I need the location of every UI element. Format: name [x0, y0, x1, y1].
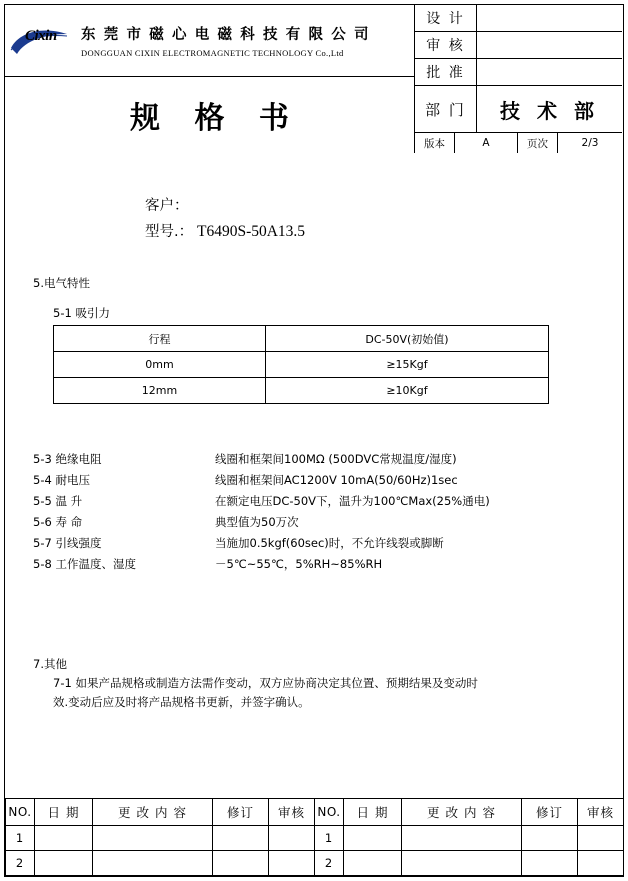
- pull-table-cell-force-12mm: ≥10Kgf: [266, 378, 549, 404]
- pull-table-header-stroke: 行程: [54, 326, 266, 352]
- rev-row2-check-right[interactable]: [578, 851, 624, 876]
- approval-label-approve: 批 准: [415, 59, 477, 85]
- table-row: [54, 378, 549, 404]
- logo-and-company-band: [5, 5, 414, 77]
- spec-key-lead-strength: 5-7 引线强度: [33, 536, 102, 550]
- table-row: [54, 352, 549, 378]
- rev-row2-no-right: 2: [315, 851, 344, 876]
- list-item: [33, 472, 593, 493]
- rev-row2-content-right[interactable]: [402, 851, 522, 876]
- rev-row1-date-left[interactable]: [35, 826, 93, 851]
- header-right-block: [415, 5, 622, 153]
- spec-value-insulation-resistance: 线圈和框架间100MΩ (500DVC常规温度/湿度): [215, 452, 457, 466]
- rev-row1-no-right: 1: [315, 826, 344, 851]
- table-row: [6, 851, 624, 876]
- rev-row1-content-right[interactable]: [402, 826, 522, 851]
- document-header: [5, 5, 623, 153]
- version-value: A: [455, 133, 518, 153]
- rev-header-content-right: 更 改 内 容: [402, 799, 522, 826]
- rev-header-fix-left: 修订: [213, 799, 269, 826]
- page-value: 2/3: [581, 137, 599, 149]
- pull-force-table: [53, 325, 549, 404]
- approval-row-approve: [415, 59, 622, 86]
- section-other-line-2: 效.变动后应及时将产品规格书更新，并签字确认。: [53, 695, 310, 709]
- spec-key-temperature-rise: 5-5 温 升: [33, 494, 83, 508]
- rev-row1-fix-right[interactable]: [522, 826, 578, 851]
- list-item: [33, 556, 593, 577]
- pull-table-cell-force-0mm: ≥15Kgf: [266, 352, 549, 378]
- electrical-spec-list: [33, 451, 593, 577]
- list-item: [33, 451, 593, 472]
- spec-value-life: 典型值为50万次: [215, 515, 299, 529]
- spec-value-temperature-rise: 在额定电压DC-50V下，温升为100℃Max(25%通电): [215, 494, 490, 508]
- company-logo: [5, 6, 75, 76]
- approval-label-review: 审 核: [415, 32, 477, 58]
- approval-value-review[interactable]: [477, 32, 622, 58]
- approval-value-design[interactable]: [477, 5, 622, 31]
- pull-table-header-voltage: DC-50V(初始值): [266, 326, 549, 352]
- revision-history-table: [5, 798, 624, 876]
- rev-row1-date-right[interactable]: [344, 826, 402, 851]
- approval-label-design: 设 计: [415, 5, 477, 31]
- rev-header-check-right: 审核: [578, 799, 624, 826]
- table-row: [6, 826, 624, 851]
- spec-value-lead-strength: 当施加0.5kgf(60sec)时，不允许线裂或脚断: [215, 536, 444, 550]
- rev-header-no-left: NO.: [6, 799, 35, 826]
- department-label: 部 门: [415, 86, 477, 132]
- page-label: 页次: [518, 133, 558, 153]
- page-title: 规 格 书: [130, 100, 301, 136]
- rev-row2-content-left[interactable]: [93, 851, 213, 876]
- spec-key-life: 5-6 寿 命: [33, 515, 83, 529]
- rev-header-fix-right: 修订: [522, 799, 578, 826]
- customer-label: 客户：: [145, 198, 189, 214]
- table-row-header: [54, 326, 549, 352]
- approval-row-review: [415, 32, 622, 59]
- model-value: T6490S-50A13.5: [196, 223, 306, 240]
- header-left-block: [5, 5, 415, 153]
- company-name-cn: 东 莞 市 磁 心 电 磁 科 技 有 限 公 司: [81, 27, 371, 43]
- table-row-header: [6, 799, 624, 826]
- list-item: [33, 514, 593, 535]
- rev-row1-fix-left[interactable]: [213, 826, 269, 851]
- rev-row1-check-left[interactable]: [269, 826, 315, 851]
- document-title-band: [5, 77, 414, 152]
- rev-header-check-left: 审核: [269, 799, 315, 826]
- version-label: 版本: [415, 133, 455, 153]
- rev-row1-no-left: 1: [6, 826, 35, 851]
- list-item: [33, 535, 593, 556]
- rev-row2-fix-right[interactable]: [522, 851, 578, 876]
- model-label: 型号.：: [145, 224, 194, 240]
- spec-value-withstand-voltage: 线圈和框架间AC1200V 10mA(50/60Hz)1sec: [215, 473, 458, 487]
- spec-key-operating-temp-humidity: 5-8 工作温度、湿度: [33, 557, 136, 571]
- rev-row2-date-right[interactable]: [344, 851, 402, 876]
- rev-header-date-right: 日 期: [344, 799, 402, 826]
- section-other-line-1: 7-1 如果产品规格或制造方法需作变动，双方应协商决定其位置、预期结果及变动时: [53, 676, 478, 690]
- department-value: 技 术 部: [500, 98, 599, 123]
- rev-row1-check-right[interactable]: [578, 826, 624, 851]
- section-other-heading: 7.其他: [33, 657, 67, 671]
- spec-value-operating-temp-humidity: －5℃~55℃，5%RH~85%RH: [215, 557, 383, 571]
- approval-row-design: [415, 5, 622, 32]
- version-page-row: [415, 133, 622, 153]
- department-row: [415, 86, 622, 133]
- section-electrical-heading: 5.电气特性: [33, 276, 90, 290]
- rev-header-content-left: 更 改 内 容: [93, 799, 213, 826]
- model-line: [145, 219, 305, 245]
- spec-key-insulation-resistance: 5-3 绝缘电阻: [33, 452, 102, 466]
- rev-header-no-right: NO.: [315, 799, 344, 826]
- rev-header-date-left: 日 期: [35, 799, 93, 826]
- customer-model-block: [145, 193, 305, 245]
- subsection-pull-force-heading: 5-1 吸引力: [53, 306, 110, 320]
- company-name-en: DONGGUAN CIXIN ELECTROMAGNETIC TECHNOLOGY Co.,Ltd: [81, 48, 344, 58]
- approval-value-approve[interactable]: [477, 59, 622, 85]
- list-item: [33, 493, 593, 514]
- rev-row2-check-left[interactable]: [269, 851, 315, 876]
- pull-table-cell-stroke-0mm: 0mm: [54, 352, 266, 378]
- pull-table-cell-stroke-12mm: 12mm: [54, 378, 266, 404]
- rev-row2-date-left[interactable]: [35, 851, 93, 876]
- document-page: [4, 4, 624, 877]
- rev-row1-content-left[interactable]: [93, 826, 213, 851]
- company-name-block: [75, 23, 414, 58]
- rev-row2-fix-left[interactable]: [213, 851, 269, 876]
- spec-key-withstand-voltage: 5-4 耐电压: [33, 473, 90, 487]
- section-other-body: [53, 674, 593, 712]
- logo-wordmark: Cixin: [25, 27, 57, 44]
- rev-row2-no-left: 2: [6, 851, 35, 876]
